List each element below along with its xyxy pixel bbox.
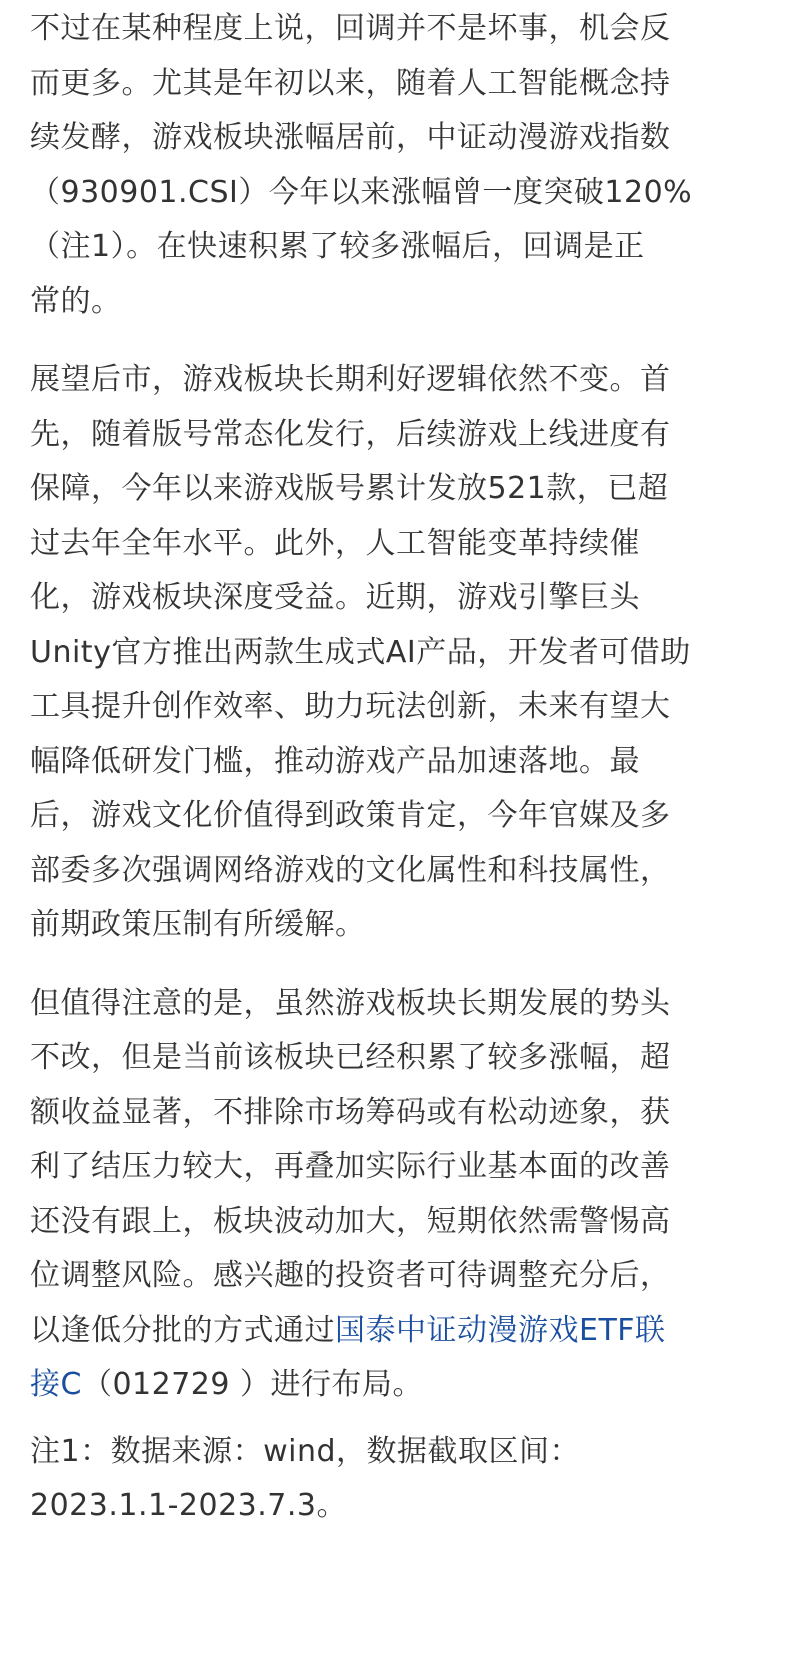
text-line: 不过在某种程度上说，回调并不是坏事，机会反 bbox=[30, 11, 671, 46]
text-line: 额收益显著，不排除市场筹码或有松动迹象，获 bbox=[30, 1094, 671, 1130]
text-line: 幅降低研发门槛，推动游戏产品加速落地。最 bbox=[30, 743, 640, 779]
text-line: 常的。 bbox=[30, 283, 122, 319]
text-line: 工具提升创作效率、助力玩法创新，未来有望大 bbox=[30, 689, 671, 724]
text-line: 续发酵，游戏板块涨幅居前，中证动漫游戏指数 bbox=[30, 120, 671, 155]
footnote-line: 2023.1.1-2023.7.3。 bbox=[30, 1487, 348, 1523]
text-line: （930901.CSI）今年以来涨幅曾一度突破120% bbox=[30, 174, 693, 210]
paragraph-outlook bbox=[30, 353, 730, 953]
text-line: 过去年全年水平。此外，人工智能变革持续催 bbox=[30, 525, 640, 561]
text-line-with-link bbox=[30, 1304, 730, 1359]
text-line: （注1）。在快速积累了较多涨幅后，回调是正 bbox=[30, 229, 645, 264]
link-suffix-text: （012729 ）进行布局。 bbox=[81, 1367, 424, 1402]
link-prefix-text: 以逢低分批的方式通过 bbox=[30, 1312, 335, 1348]
paragraph-gap bbox=[30, 953, 730, 977]
text-line: 保障，今年以来游戏版号累计发放521款，已超 bbox=[30, 471, 669, 506]
footnote bbox=[30, 1425, 730, 1533]
paragraph-gap bbox=[30, 329, 730, 353]
text-line-with-link bbox=[30, 1358, 730, 1413]
text-line: 先，随着版号常态化发行，后续游戏上线进度有 bbox=[30, 416, 671, 452]
paragraph-gap bbox=[30, 1413, 730, 1425]
etf-fund-link-continued[interactable]: 接C bbox=[30, 1367, 82, 1402]
text-line: 前期政策压制有所缓解。 bbox=[30, 907, 366, 942]
text-line: 利了结压力较大，再叠加实际行业基本面的改善 bbox=[30, 1149, 671, 1184]
text-line: 部委多次强调网络游戏的文化属性和科技属性， bbox=[30, 852, 671, 888]
paragraph-pullback bbox=[30, 2, 730, 329]
text-line: 化，游戏板块深度受益。近期，游戏引擎巨头 bbox=[30, 580, 640, 615]
text-line: 位调整风险。感兴趣的投资者可待调整充分后， bbox=[30, 1258, 671, 1293]
text-line: Unity官方推出两款生成式AI产品，开发者可借助 bbox=[30, 634, 691, 670]
text-line: 展望后市，游戏板块长期利好逻辑依然不变。首 bbox=[30, 362, 671, 397]
footnote-line: 注1：数据来源：wind，数据截取区间： bbox=[30, 1433, 581, 1469]
text-line: 还没有跟上，板块波动加大，短期依然需警惕高 bbox=[30, 1203, 671, 1239]
article-body bbox=[30, 0, 730, 1533]
text-line: 而更多。尤其是年初以来，随着人工智能概念持 bbox=[30, 65, 671, 101]
text-line: 不改，但是当前该板块已经积累了较多涨幅，超 bbox=[30, 1040, 671, 1075]
paragraph-risk bbox=[30, 977, 730, 1413]
text-line: 但值得注意的是，虽然游戏板块长期发展的势头 bbox=[30, 985, 671, 1021]
etf-fund-link[interactable]: 国泰中证动漫游戏ETF联 bbox=[335, 1312, 666, 1348]
text-line: 后，游戏文化价值得到政策肯定，今年官媒及多 bbox=[30, 798, 671, 833]
